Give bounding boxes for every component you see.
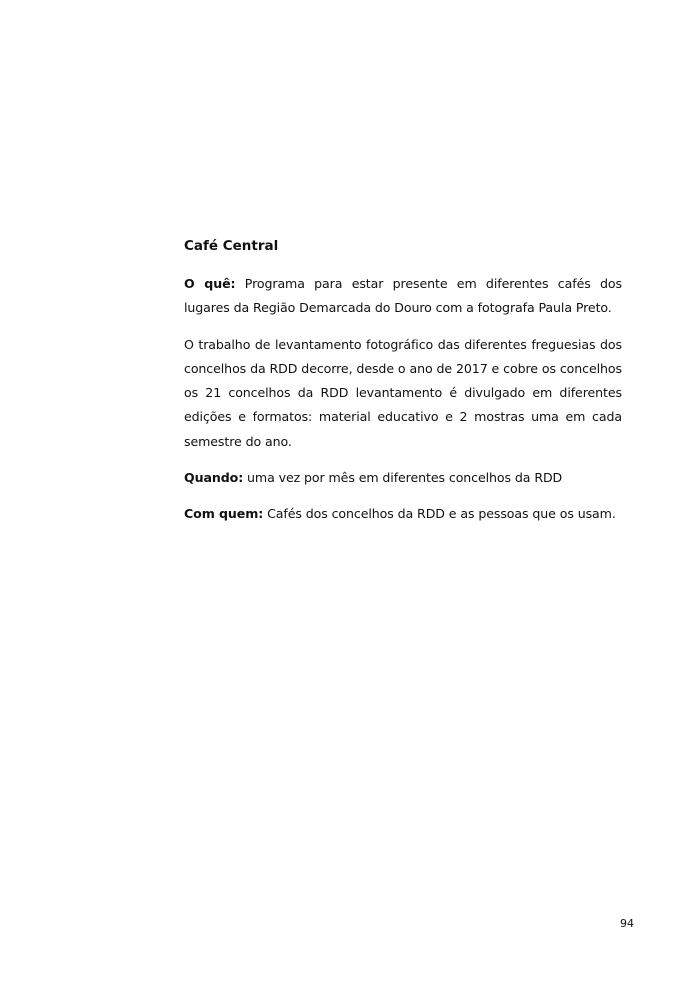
what-label: O quê:	[184, 276, 236, 291]
with-whom-text: Cafés dos concelhos da RDD e as pessoas que os usam.	[263, 506, 616, 522]
document-body	[184, 236, 622, 539]
with-whom-label: Com quem:	[184, 506, 264, 522]
when-label: Quando:	[184, 470, 244, 486]
section-title: Café Central	[184, 238, 279, 254]
page-number: 94	[620, 917, 634, 930]
when-text: uma vez por mês em diferentes concelhos da RDD	[243, 470, 563, 486]
description-paragraph: O trabalho de levantamento fotográfico das diferentes freguesias dos concelhos da RDD decorre, desde o ano de 2017 e cobre os concelhos os 21 concelhos da RDD levantamento é divulgado em diferentes edições e formatos: material educativo e 2 mostras uma em cada semestre do ano.	[184, 336, 622, 449]
with-whom-paragraph	[184, 502, 622, 526]
when-paragraph	[184, 466, 622, 490]
what-text: Programa para estar presente em diferentes cafés dos lugares da Região Demarcada do Douro com a fotografa Paula Preto.	[184, 276, 622, 316]
what-paragraph	[184, 272, 622, 321]
